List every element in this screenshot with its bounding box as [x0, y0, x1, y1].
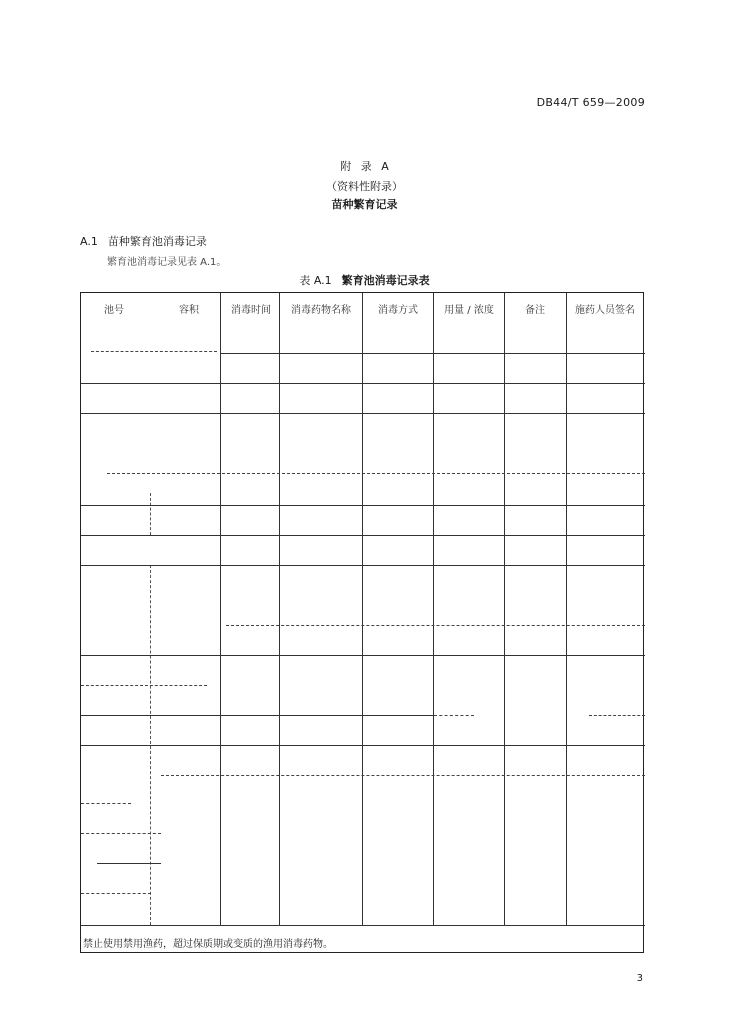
row-divider	[161, 775, 645, 776]
column-divider	[566, 293, 567, 925]
row-divider	[589, 715, 645, 716]
row-divider	[220, 353, 645, 354]
row-divider	[81, 715, 433, 716]
row-divider	[91, 351, 217, 352]
column-header-dosage: 用量 / 浓度	[444, 305, 494, 316]
section-number: A.1	[80, 235, 98, 248]
appendix-title: 附 录 A	[340, 160, 389, 173]
row-divider	[81, 745, 645, 746]
disinfection-record-table	[80, 292, 644, 953]
row-divider	[107, 473, 645, 474]
note-divider	[81, 925, 645, 926]
column-header-drug-name: 消毒药物名称	[291, 305, 351, 316]
row-divider	[434, 715, 474, 716]
column-header-pool-number: 池号	[104, 305, 124, 316]
document-code: DB44/T 659—2009	[536, 96, 645, 109]
row-divider	[81, 655, 645, 656]
column-divider	[504, 293, 505, 925]
page-number: 3	[636, 973, 643, 984]
table-note: 禁止使用禁用渔药，超过保质期或变质的渔用消毒药物。	[83, 939, 333, 950]
row-divider	[81, 685, 207, 686]
column-header-disinfection-time: 消毒时间	[231, 305, 271, 316]
section-heading	[80, 233, 207, 249]
column-header-method: 消毒方式	[378, 305, 418, 316]
column-divider	[279, 293, 280, 925]
row-divider	[226, 625, 645, 626]
column-header-volume: 容积	[179, 305, 199, 316]
cell-divider	[150, 493, 151, 535]
table-caption-number: 表 A.1	[299, 274, 332, 287]
row-divider	[81, 383, 645, 384]
row-divider	[81, 505, 645, 506]
row-divider	[81, 535, 645, 536]
table-caption	[0, 272, 729, 288]
column-divider	[433, 293, 434, 925]
row-divider	[81, 565, 645, 566]
section-title: 苗种繁育池消毒记录	[107, 235, 207, 248]
row-divider	[81, 893, 151, 894]
column-divider	[362, 293, 363, 925]
row-divider	[81, 413, 645, 414]
row-divider	[97, 863, 161, 864]
table-caption-title: 繁育池消毒记录表	[341, 274, 430, 287]
column-header-remarks: 备注	[525, 305, 545, 316]
row-divider	[81, 833, 161, 834]
section-description: 繁育池消毒记录见表 A.1。	[107, 257, 227, 268]
appendix-type: （资料性附录）	[326, 180, 403, 193]
appendix-name: 苗种繁育记录	[331, 198, 398, 211]
row-divider	[81, 803, 131, 804]
column-divider	[220, 293, 221, 925]
column-header-signature: 施药人员签名	[575, 305, 635, 316]
